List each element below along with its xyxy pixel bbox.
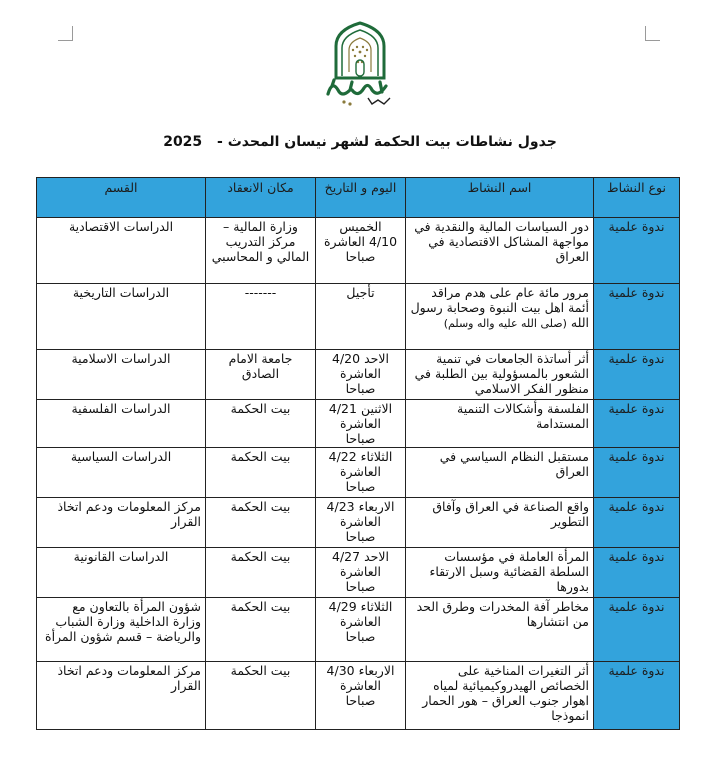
department-text: الدراسات السياسية xyxy=(70,449,172,464)
activity-name-text: واقع الصناعة في العراق وآفاق التطوير xyxy=(432,499,589,529)
table-header-row xyxy=(37,178,680,218)
cell-activity-type: ندوة علمية xyxy=(594,662,680,730)
activity-name-text: دور السياسات المالية والنقدية في مواجهة المشاكل الاقتصادية في العراق xyxy=(414,219,589,264)
cell-activity-name xyxy=(406,598,594,662)
date-line: العاشرة xyxy=(339,614,382,629)
date-line: العاشرة xyxy=(339,678,382,693)
cell-day-date xyxy=(316,662,406,730)
cell-activity-type: ندوة علمية xyxy=(594,548,680,598)
cell-department xyxy=(37,218,206,284)
cell-day-date xyxy=(316,548,406,598)
activity-name-text: مرور مائة عام على هدم مراقد أئمة اهل بيت النبوة وصحابة رسول الله xyxy=(410,285,589,330)
department-text: الدراسات الاقتصادية xyxy=(68,219,174,234)
activity-name-text: مستقبل النظام السياسي في العراق xyxy=(439,449,589,479)
cell-department xyxy=(37,498,206,548)
cell-activity-type: ندوة علمية xyxy=(594,598,680,662)
cell-venue: بيت الحكمة xyxy=(206,498,316,548)
table-row xyxy=(37,218,680,284)
cell-activity-name xyxy=(406,284,594,350)
bayt-al-hikma-logo xyxy=(322,20,398,110)
cell-venue: ------- xyxy=(206,284,316,350)
date-line: الاحد 4/27 xyxy=(332,549,389,564)
cell-day-date xyxy=(316,498,406,548)
date-line: صباحا xyxy=(345,629,376,644)
cell-day-date xyxy=(316,598,406,662)
table-row xyxy=(37,548,680,598)
cell-department xyxy=(37,350,206,400)
date-line: صباحا xyxy=(345,579,376,594)
cell-activity-name xyxy=(406,448,594,498)
date-line: الاحد 4/20 xyxy=(332,351,389,366)
cell-day-date xyxy=(316,218,406,284)
table-row xyxy=(37,400,680,448)
date-line: العاشرة xyxy=(339,564,382,579)
cell-venue: بيت الحكمة xyxy=(206,400,316,448)
page-corner-mark-top-left xyxy=(58,26,73,41)
header-venue: مكان الانعقاد xyxy=(206,178,316,218)
date-line: صباحا xyxy=(345,249,376,264)
cell-venue: بيت الحكمة xyxy=(206,662,316,730)
date-line: العاشرة xyxy=(339,464,382,479)
date-line: صباحا xyxy=(345,479,376,494)
cell-department xyxy=(37,284,206,350)
cell-department xyxy=(37,400,206,448)
cell-activity-name xyxy=(406,548,594,598)
activity-note-text: (صلى الله عليه واله وسلم) xyxy=(443,317,567,330)
activity-name-text: أثر أساتذة الجامعات في تنمية الشعور بالمسؤولية بين الطلبة في منظور الفكر الاسلامي xyxy=(414,351,589,396)
date-line: الاربعاء 4/30 xyxy=(326,663,395,678)
cell-day-date xyxy=(316,448,406,498)
department-text: الدراسات التاريخية xyxy=(72,285,170,300)
cell-activity-type: ندوة علمية xyxy=(594,448,680,498)
date-line: صباحا xyxy=(345,381,376,396)
header-department: القسم xyxy=(37,178,206,218)
cell-activity-type: ندوة علمية xyxy=(594,400,680,448)
date-line: العاشرة xyxy=(339,514,382,529)
cell-activity-type: ندوة علمية xyxy=(594,498,680,548)
table-row xyxy=(37,350,680,400)
activity-name-text: الفلسفة وأشكالات التنمية المستدامة xyxy=(457,401,589,431)
page-title xyxy=(0,134,720,150)
date-line: العاشرة xyxy=(339,366,382,381)
cell-activity-type: ندوة علمية xyxy=(594,284,680,350)
activity-name-text: المرأة العاملة في مؤسسات السلطة القضائية وسبل الارتقاء بدورها xyxy=(429,549,589,594)
cell-venue: بيت الحكمة xyxy=(206,548,316,598)
cell-department xyxy=(37,448,206,498)
department-text: الدراسات الفلسفية xyxy=(71,401,171,416)
cell-activity-name xyxy=(406,400,594,448)
date-line: الثلاثاء 4/22 xyxy=(328,449,393,464)
date-line: 4/10 العاشرة xyxy=(323,234,398,249)
date-line: العاشرة xyxy=(339,416,382,431)
cell-activity-name xyxy=(406,662,594,730)
date-line: صباحا xyxy=(345,431,376,446)
department-text: الدراسات القانونية xyxy=(73,549,169,564)
table-row xyxy=(37,498,680,548)
table-row xyxy=(37,598,680,662)
cell-department xyxy=(37,548,206,598)
date-line: صباحا xyxy=(345,529,376,544)
activity-name-text: مخاطر آفة المخدرات وطرق الحد من انتشارها xyxy=(416,599,589,629)
cell-activity-name xyxy=(406,350,594,400)
cell-venue: وزارة المالية – مركز التدريب المالي و المحاسبي xyxy=(206,218,316,284)
date-line: الاربعاء 4/23 xyxy=(326,499,395,514)
date-line: الخميس xyxy=(339,219,382,234)
cell-activity-type: ندوة علمية xyxy=(594,350,680,400)
date-line: صباحا xyxy=(345,693,376,708)
date-line: الثلاثاء 4/29 xyxy=(328,599,393,614)
page-corner-mark-top-right xyxy=(645,26,660,41)
department-text: مركز المعلومات ودعم اتخاذ القرار xyxy=(57,663,201,693)
table-row xyxy=(37,662,680,730)
cell-department xyxy=(37,598,206,662)
department-text: الدراسات الاسلامية xyxy=(71,351,171,366)
cell-venue: جامعة الامام الصادق xyxy=(206,350,316,400)
header-activity-type: نوع النشاط xyxy=(594,178,680,218)
cell-day-date xyxy=(316,284,406,350)
header-activity-name: اسم النشاط xyxy=(406,178,594,218)
date-line: تأجيل xyxy=(346,285,375,300)
table-row xyxy=(37,284,680,350)
cell-activity-type: ندوة علمية xyxy=(594,218,680,284)
activity-name-text: أثر التغيرات المناخية على الخصائص الهيدروكيميائية لمياه اهوار جنوب العراق – هور الحمار انموذجا xyxy=(422,663,589,723)
department-text: مركز المعلومات ودعم اتخاذ القرار xyxy=(57,499,201,529)
date-line: الاثنين 4/21 xyxy=(328,401,393,416)
cell-venue: بيت الحكمة xyxy=(206,448,316,498)
table-row xyxy=(37,448,680,498)
cell-venue: بيت الحكمة xyxy=(206,598,316,662)
cell-activity-name xyxy=(406,498,594,548)
cell-day-date xyxy=(316,400,406,448)
title-year: 2025 xyxy=(163,134,203,150)
cell-department xyxy=(37,662,206,730)
activities-table xyxy=(36,177,680,730)
cell-activity-name xyxy=(406,218,594,284)
title-text: جدول نشاطات بيت الحكمة لشهر نيسان المحدث - xyxy=(217,134,557,150)
header-day-date: اليوم و التاريخ xyxy=(316,178,406,218)
department-text: شؤون المرأة بالتعاون مع وزارة الداخلية وزارة الشباب والرياضة – قسم شؤون المرأة xyxy=(45,599,201,644)
cell-day-date xyxy=(316,350,406,400)
